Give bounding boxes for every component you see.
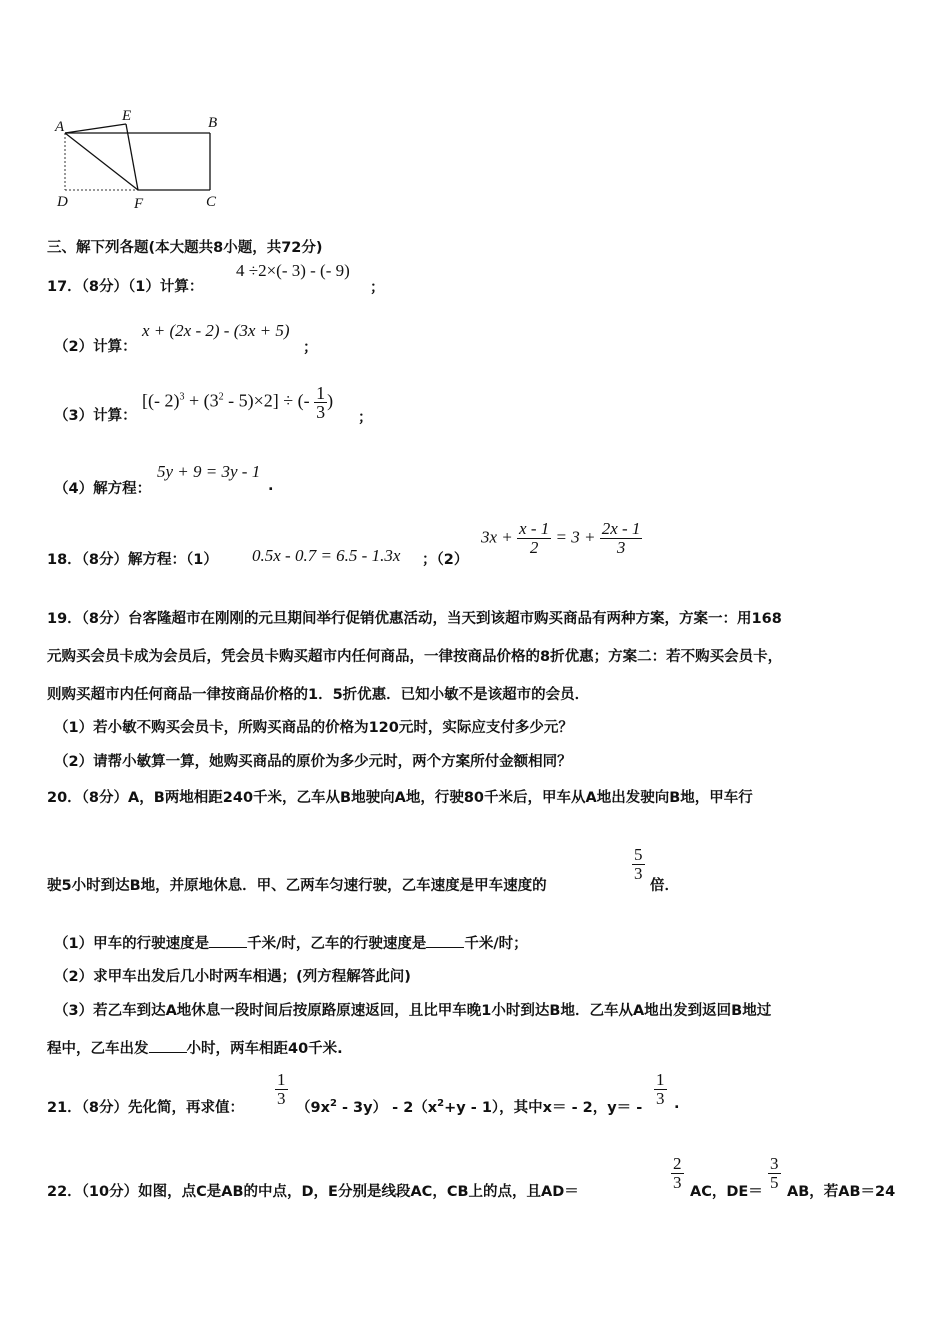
q21-val-den: 3 — [656, 1089, 665, 1108]
q19-line1: 19．（8分）台客隆超市在刚刚的元旦期间举行促销优惠活动，当天到该超市购买商品有两种方案，方案一：用168 — [47, 611, 782, 627]
q21-frac-num: 1 — [277, 1070, 286, 1089]
q20-blank3 — [149, 1040, 187, 1053]
q17-expr3-exp2: 2 — [218, 391, 224, 403]
q20-sub3b: 程中，乙车出发 — [47, 1041, 149, 1057]
q17-expr3 — [142, 384, 333, 421]
q20-frac-num: 5 — [634, 845, 643, 864]
segment-af — [65, 133, 138, 190]
q17-part3: （3）计算： — [54, 408, 137, 424]
q17-expr3-d: ) — [327, 390, 334, 411]
q17-expr3-num: 1 — [316, 383, 326, 403]
q20-sub1b: 千米/时，乙车的行驶速度是 — [247, 936, 427, 952]
q20-sub1c: 千米/时； — [464, 936, 528, 952]
label-d: D — [57, 194, 68, 210]
q18-den1: 2 — [529, 538, 539, 557]
q18-frac1 — [517, 520, 551, 557]
q20-blank2 — [426, 935, 464, 948]
q21-expr-a: （9x — [296, 1100, 330, 1116]
q17-end2: ； — [303, 340, 318, 356]
q18-expr2-b: = 3 + — [555, 527, 596, 547]
q20-line1: 20．（8分）A，B两地相距240千米，乙车从B地驶向A地，行驶80千米后，甲车从A地出发驶向B地，甲车行 — [47, 790, 753, 806]
q17-part4: （4）解方程： — [54, 481, 152, 497]
q20-sub3a: （3）若乙车到达A地休息一段时间后按原路原速返回，且比甲车晚1小时到达B地．乙车从A地出发到返回B地过 — [54, 1003, 772, 1019]
q20-frac-den: 3 — [634, 864, 643, 883]
q19-sub2: （2）请帮小敏算一算，她购买商品的原价为多少元时，两个方案所付金额相同？ — [54, 754, 572, 770]
q21-frac-den: 3 — [277, 1089, 286, 1108]
q18-den2: 3 — [616, 538, 626, 557]
q21-frac — [275, 1071, 288, 1108]
q21-val-num: 1 — [656, 1070, 665, 1089]
label-f: F — [134, 196, 144, 212]
q22-tail: AB，若AB＝24 — [787, 1184, 896, 1200]
q21-exp-a: 2 — [329, 1098, 337, 1110]
q21-expr-b: - 3y） - 2（x — [336, 1100, 438, 1116]
q22-frac2 — [768, 1155, 781, 1192]
q20-line2b: 倍． — [650, 878, 679, 894]
q21-exp-b: 2 — [437, 1098, 445, 1110]
segment-ae — [65, 124, 126, 133]
label-b: B — [208, 115, 218, 131]
q22-frac1-den: 3 — [673, 1173, 682, 1192]
q21-head: 21．（8分）先化简，再求值： — [47, 1100, 245, 1116]
q17-expr3-b: + (3 — [184, 390, 219, 411]
q17-expr3-exp: 3 — [179, 391, 185, 403]
q22-frac1 — [671, 1155, 684, 1192]
q17-expr3-den: 3 — [316, 402, 326, 422]
q20-line2a: 驶5小时到达B地，并原地休息．甲、乙两车匀速行驶，乙车速度是甲车速度的 — [47, 878, 547, 894]
q17-expr3-a: [(- 2) — [142, 390, 180, 411]
q17-expr2: x + (2x - 2) - (3x + 5) — [142, 321, 290, 340]
q20-sub3c: 小时，两车相距40千米. — [186, 1041, 343, 1057]
q17-end1: ； — [370, 280, 385, 296]
geometry-figure — [40, 100, 240, 215]
q17-expr3-frac — [314, 384, 327, 421]
q22-frac2-den: 5 — [770, 1173, 779, 1192]
q20-sub1 — [54, 932, 528, 953]
q18-num1: x - 1 — [519, 519, 550, 538]
q20-sub2: （2）求甲车出发后几小时两车相遇；(列方程解答此问) — [54, 969, 411, 985]
q21-expr — [296, 1096, 642, 1117]
q17-expr3-c: - 5)×2] ÷ (- — [223, 390, 310, 411]
label-e: E — [122, 108, 132, 124]
q22-mid: AC，DE＝ — [690, 1184, 763, 1200]
q22-frac1-num: 2 — [673, 1154, 682, 1173]
q19-line3: 则购买超市内任何商品一律按商品价格的1．5折优惠．已知小敏不是该超市的会员． — [47, 687, 590, 703]
q21-end: . — [674, 1096, 680, 1112]
q19-sub1: （1）若小敏不购买会员卡，所购买商品的价格为120元时，实际应支付多少元？ — [54, 720, 573, 736]
q17-head: 17．（8分）（1）计算： — [47, 279, 204, 295]
q22-frac2-num: 3 — [770, 1154, 779, 1173]
q18-expr2-a: 3x + — [481, 527, 513, 547]
q18-num2: 2x - 1 — [601, 519, 641, 538]
q21-val — [654, 1071, 667, 1108]
label-c: C — [206, 194, 217, 210]
q20-sub1a: （1）甲车的行驶速度是 — [54, 936, 210, 952]
q18-sep: ；（2） — [422, 552, 469, 568]
q20-frac — [632, 846, 645, 883]
section-title: 三、解下列各题(本大题共8小题，共72分) — [47, 240, 323, 256]
label-a: A — [55, 119, 65, 135]
q18-expr2 — [481, 520, 642, 557]
q20-line2 — [47, 874, 547, 895]
q20-blank1 — [209, 935, 247, 948]
q18-expr1: 0.5x - 0.7 = 6.5 - 1.3x — [252, 546, 401, 565]
q17-end4: . — [268, 478, 274, 494]
q20-sub3b-line — [47, 1037, 343, 1058]
q19-line2: 元购买会员卡成为会员后，凭会员卡购买超市内任何商品，一律按商品价格的8折优惠；方案二：若不购买会员卡， — [47, 649, 783, 665]
q17-end3: ； — [358, 410, 373, 426]
q17-expr1: 4 ÷2×(- 3) - (- 9) — [236, 261, 350, 280]
q18-head: 18．（8分）解方程：（1） — [47, 552, 218, 568]
q21-expr-c: +y - 1），其中x＝ - 2，y＝ - — [444, 1100, 643, 1116]
q22-head: 22．（10分）如图，点C是AB的中点，D，E分别是线段AC，CB上的点，且AD＝ — [47, 1184, 579, 1200]
q17-expr4: 5y + 9 = 3y - 1 — [157, 462, 261, 481]
q18-frac2 — [600, 520, 643, 557]
segment-ef — [126, 124, 138, 190]
q17-part2: （2）计算： — [54, 339, 137, 355]
